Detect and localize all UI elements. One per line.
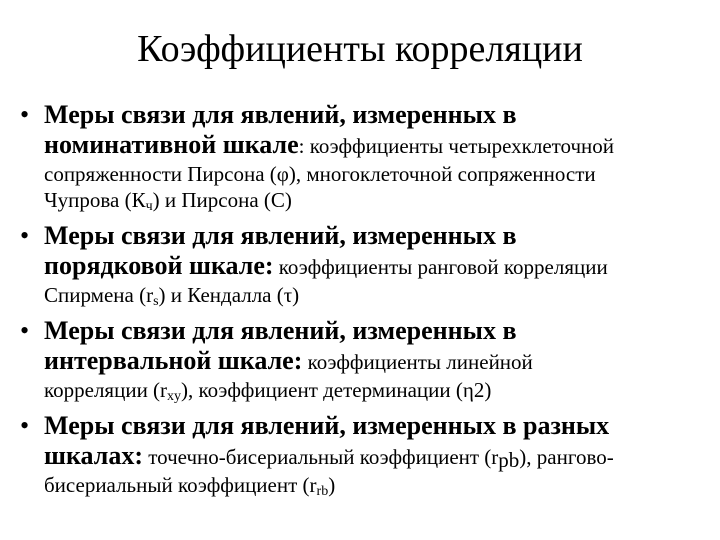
- item-description: Спирмена $(r_s)$ и Кендалла (τ): [44, 283, 300, 309]
- bullet-dot: •: [20, 221, 30, 250]
- item-description: сопряженности Пирсона (φ), многоклеточной сопряженности: [44, 162, 596, 186]
- list-item: [20, 221, 700, 308]
- item-description-line2: Чупрова $(К_ч)$ и Пирсона (С): [44, 188, 292, 214]
- bullet-dot: •: [20, 100, 30, 129]
- bullet-dot: •: [20, 316, 30, 345]
- list-item: [20, 316, 700, 403]
- list-item: [20, 411, 700, 498]
- item-heading-line2: порядковой шкале: коэффициенты ранговой корреляции: [44, 251, 608, 280]
- list-item: [20, 100, 700, 213]
- item-heading: Меры связи для явлений, измеренных в: [44, 316, 517, 345]
- item-heading: Меры связи для явлений, измеренных в разных: [44, 411, 610, 440]
- bullet-dot: •: [20, 411, 30, 440]
- item-description: бисериальный коэффициент $(r_{rb})$: [44, 473, 336, 499]
- item-description: корреляции $(r_{xy})$, коэффициент детерминации (η2): [44, 378, 492, 404]
- item-heading-line2: интервальной шкале: коэффициенты линейной: [44, 346, 533, 375]
- bullet-list: [20, 100, 700, 506]
- item-heading: Меры связи для явлений, измеренных в: [44, 100, 517, 129]
- item-heading: Меры связи для явлений, измеренных в: [44, 221, 517, 250]
- slide-title: Коэффициенты корреляции: [137, 28, 583, 70]
- item-heading-line2: шкалах: точечно-бисериальный коэффициент $(r_{pb})$, рангово-: [44, 441, 614, 472]
- item-heading-line2: номинативной шкале: коэффициенты четырехклеточной: [44, 130, 615, 159]
